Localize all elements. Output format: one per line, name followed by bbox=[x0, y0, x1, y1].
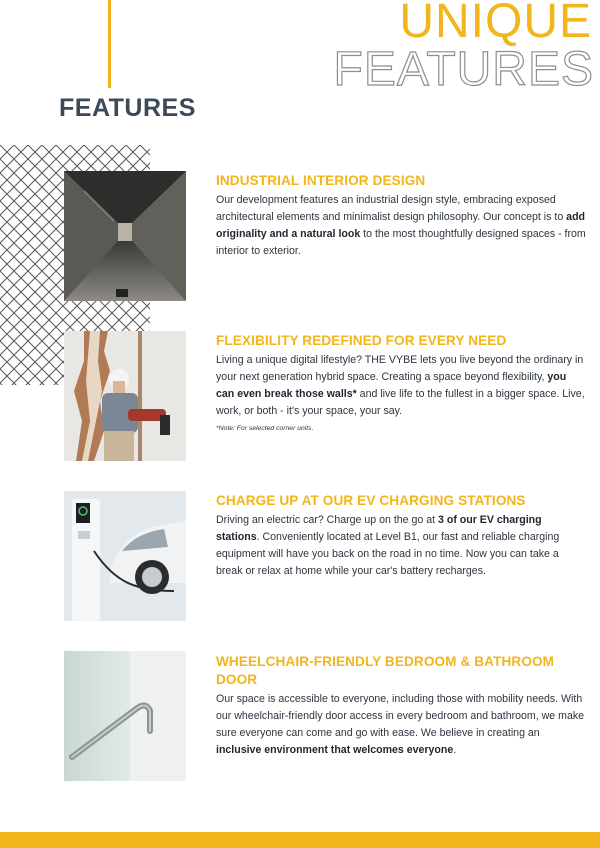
feature-industrial-interior bbox=[216, 172, 586, 260]
section-title: FEATURES bbox=[59, 94, 196, 122]
feature-title: WHEELCHAIR-FRIENDLY BEDROOM & BATHROOM DOOR bbox=[216, 654, 555, 687]
ev-charging-photo bbox=[64, 491, 186, 621]
feature-title: CHARGE UP AT OUR EV CHARGING STATIONS bbox=[216, 493, 526, 508]
hero-title-unique: UNIQUE bbox=[399, 0, 592, 48]
feature-description: Our space is accessible to everyone, including those with mobility needs. With our wheelchair-friendly door access in every bedroom and bathroom, we make sure everyone can come and go with ease. We believe in creating an inclusive environment that welcomes everyone. bbox=[216, 693, 585, 756]
worker-breaking-wall-photo bbox=[64, 331, 186, 461]
footer-accent-bar bbox=[0, 832, 600, 848]
hero-title-features: FEATURES bbox=[333, 43, 594, 96]
feature-description: Driving an electric car? Charge up on the go at 3 of our EV charging stations. Conveniently located at Level B1, our fast and reliable charging equipment will have you back on the road in no time. Now you can take a break or relax at home while your car's battery recharges. bbox=[216, 514, 560, 577]
door-handle-photo bbox=[64, 651, 186, 781]
corridor-photo bbox=[64, 171, 186, 301]
feature-title: INDUSTRIAL INTERIOR DESIGN bbox=[216, 173, 426, 188]
feature-title: FLEXIBILITY REDEFINED FOR EVERY NEED bbox=[216, 333, 507, 348]
feature-description: Living a unique digital lifestyle? THE VYBE lets you live beyond the ordinary in your next generation hybrid space. Creating a space beyond flexibility, you can even break those walls* and live life to the fullest in a bigger space. Live, work, or both - it's your space, your say. bbox=[216, 354, 585, 417]
feature-ev-charging bbox=[216, 492, 586, 580]
feature-footnote: *Note: For selected corner units. bbox=[216, 425, 314, 432]
feature-flexibility bbox=[216, 332, 586, 434]
feature-description: Our development features an industrial design style, embracing exposed architectural elements and minimalist design philosophy. Our concept is to add originality and a natural look to the most thoughtfully designed spaces - from interior to exterior. bbox=[216, 194, 586, 257]
accent-vertical-line bbox=[108, 0, 111, 88]
feature-wheelchair-friendly bbox=[216, 653, 586, 759]
